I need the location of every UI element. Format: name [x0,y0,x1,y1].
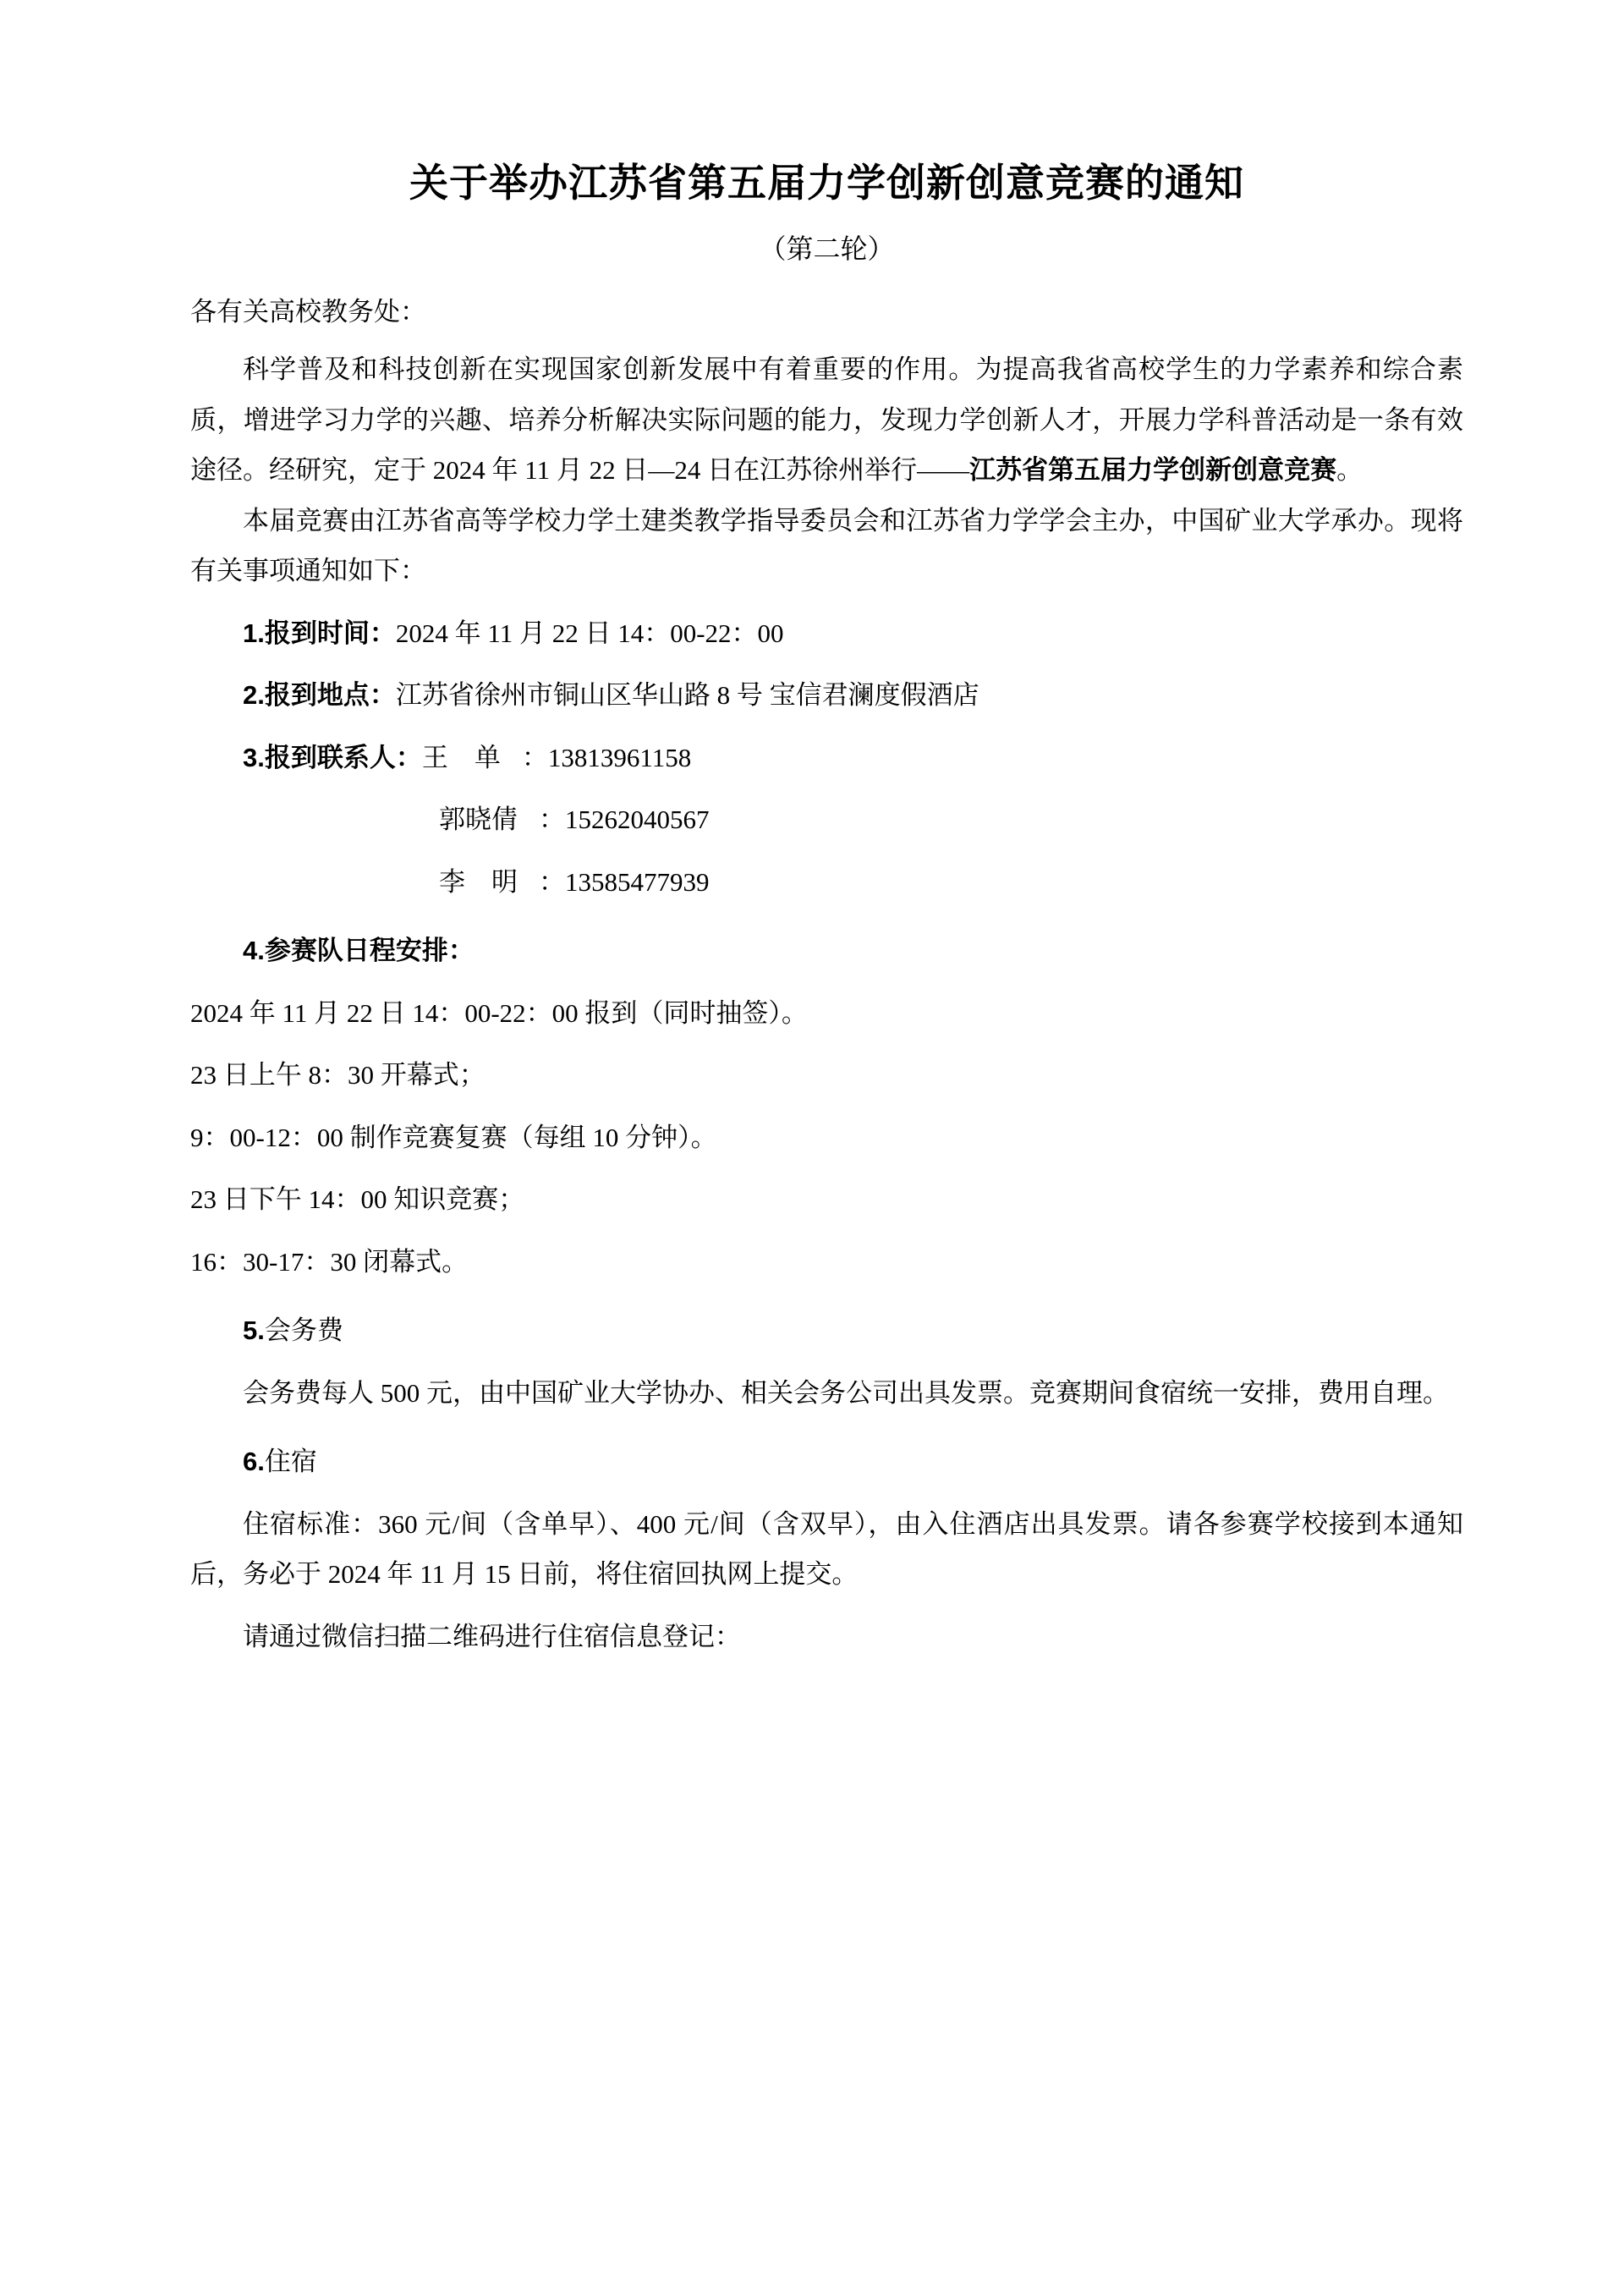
item-2-label: 报到地点 [264,680,370,711]
spacer [190,1487,1463,1499]
item-3-colon: ： [395,742,422,772]
document-subtitle: （第二轮） [759,233,895,264]
page-title: 关于举办江苏省第五届力学创新创意竞赛的通知 [409,161,1244,205]
item-6-number: 6. [243,1447,265,1477]
contact-1-phone: 13813961158 [547,742,692,772]
schedule-line: 16：30-17：30 闭幕式。 [190,1246,469,1277]
item-registration-contacts [190,733,1463,783]
item-conference-fee [190,1305,1463,1356]
contact-3-colon: ： [539,866,565,897]
conference-fee-body: 会务费每人 500 元，由中国矿业大学协办、相关会务公司出具发票。竞赛期间食宿统一安排，费用自理。 [243,1377,1449,1408]
schedule-line: 23 日下午 14：00 知识竞赛； [190,1184,525,1215]
item-2-colon: ： [369,680,396,711]
item-accommodation [190,1436,1463,1487]
item-registration-location [190,670,1463,721]
spacer [190,658,1463,670]
item-registration-time [190,608,1463,659]
spacer [190,976,1463,988]
intro-paragraph-2: 本届竞赛由江苏省高等学校力学土建类教学指导委员会和江苏省力学学会主办，中国矿业大学承办。现将有关事项通知如下： [190,505,1463,586]
qr-registration-prompt: 请通过微信扫描二维码进行住宿信息登记： [243,1621,741,1651]
spacer [190,845,1463,857]
item-1-value: 2024 年 11 月 22 日 14：00-22：00 [395,618,784,648]
contact-1-name: 王 单 [421,742,501,772]
schedule-line: 2024 年 11 月 22 日 14：00-22：00 报到（同时抽签）。 [190,997,808,1028]
item-2-value: 江苏省徐州市铜山区华山路 8 号 宝信君澜度假酒店 [395,680,979,711]
item-3-label: 报到联系人 [264,742,396,772]
item-4-label: 参赛队日程安排 [264,936,448,966]
contact-2-phone: 15262040567 [565,805,710,835]
spacer [190,1418,1463,1436]
item-1-label: 报到时间 [264,618,370,648]
schedule-line: 23 日上午 8：30 开幕式； [190,1060,486,1090]
contact-3-phone: 13585477939 [565,866,710,897]
item-5-label: 会务费 [264,1316,343,1346]
item-team-schedule [190,926,1463,976]
contact-row-2 [190,794,1463,845]
spacer [190,1101,1463,1112]
item-2-number: 2. [243,680,265,711]
spacer [190,907,1463,926]
contact-2-name: 郭晓倩 [439,805,518,835]
spacer [190,1038,1463,1050]
spacer [190,1287,1463,1305]
spacer [190,783,1463,794]
contact-row-3 [190,857,1463,908]
spacer [190,1162,1463,1174]
salutation: 各有关高校教务处： [190,297,426,327]
accommodation-body: 住宿标准：360 元/间（含单早）、400 元/间（含双早），由入住酒店出具发票。请各参赛学校接到本通知后，务必于 2024 年 11 月 15 日前，将住宿回执网上提交。 [190,1508,1463,1590]
spacer [190,1600,1463,1612]
spacer [190,596,1463,608]
spacer [190,721,1463,733]
spacer [190,1356,1463,1368]
document-content [190,0,1463,1662]
item-1-colon: ： [369,618,396,648]
intro-paragraph-1-text-b: 。 [1336,455,1363,486]
spacer [190,332,1463,344]
item-1-number: 1. [243,618,265,648]
spacer [190,1225,1463,1237]
intro-paragraph-1-text-a: 科学普及和科技创新在实现国家创新发展中有着重要的作用。为提高我省高校学生的力学素养和综合素质，增进学习力学的兴趣、培养分析解决实际问题的能力，发现力学创新人才，开展力学科普活动是一条有效途径。经研究，定于 2024 年 11 月 22 日—24 日在江苏徐州举行—— [190,354,1463,486]
item-5-number: 5. [243,1316,265,1346]
contact-2-colon: ： [539,805,565,835]
item-3-number: 3. [243,742,265,772]
item-4-number: 4. [243,936,265,966]
competition-name-emphasis: 江苏省第五届力学创新创意竞赛 [969,455,1337,486]
contact-3-name: 李 明 [439,866,518,897]
contact-1-colon: ： [521,742,548,772]
schedule-line: 9：00-12：00 制作竞赛复赛（每组 10 分钟）。 [190,1122,717,1152]
item-4-colon: ： [447,936,475,966]
intro-paragraph-1 [190,344,1463,496]
item-6-label: 住宿 [264,1447,317,1477]
